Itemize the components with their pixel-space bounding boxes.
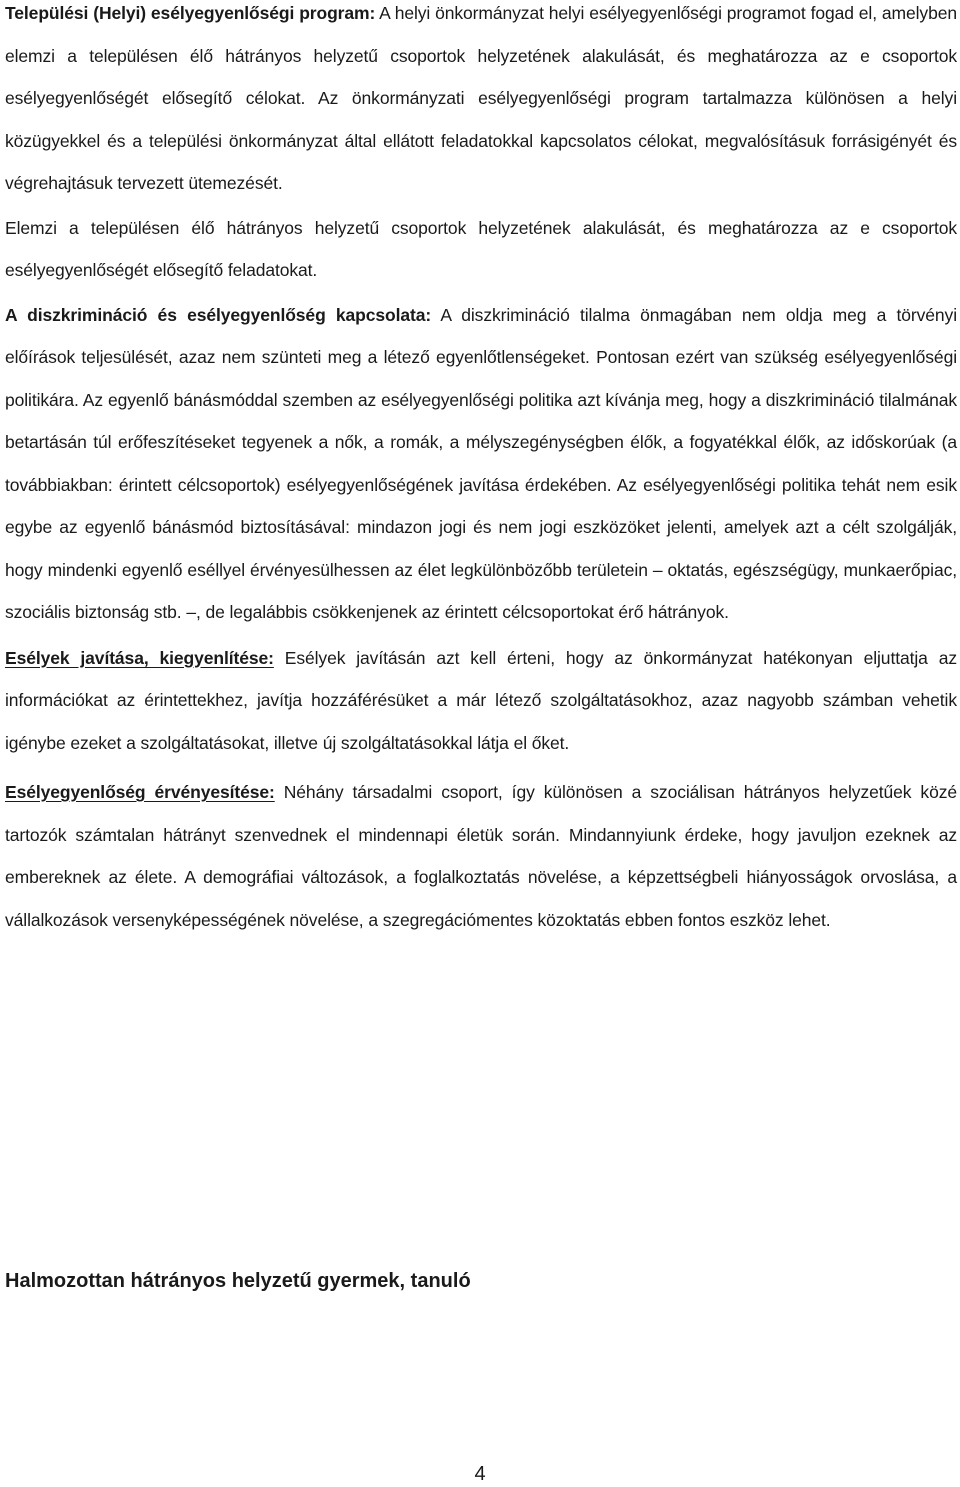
paragraph-lead: Települési (Helyi) esélyegyenlőségi program: [5, 3, 376, 23]
paragraph-text: Elemzi a településen élő hátrányos helyzetű csoportok helyzetének alakulását, és meghatározza az e csoportok esélyegyenlőségét elősegítő feladatokat. [5, 217, 957, 280]
paragraph-text: Néhány társadalmi csoport, így különösen a szociálisan hátrányos helyzetűek közé tartozók számtalan hátrányt szenvednek el mindennapi életük során. Mindannyiunk érdeke, hogy javuljon ezeknek az embereknek az élete. A demográfiai változások, a foglalkoztatás növelése, a képzettségbeli hiányosságok orvoslása, a vállalkozások versenyképességének növelése, a szegregációmentes közoktatás ebben fontos eszköz lehet. [5, 782, 957, 930]
paragraph-lead: Esélyek javítása, kiegyenlítése: [5, 647, 274, 668]
section-heading: Halmozottan hátrányos helyzetű gyermek, tanuló [5, 1270, 471, 1292]
document-body [5, 0, 957, 941]
page-number: 4 [474, 1463, 486, 1485]
paragraph-text: Esélyek javításán azt kell érteni, hogy az önkormányzat hatékonyan eljuttatja az információkat az érintettekhez, javítja hozzáférésüket a már létező szolgáltatásokhoz, azaz nagyobb számban vehetik igénybe ezeket a szolgáltatásokat, illetve új szolgáltatásokkal látja el őket. [5, 647, 957, 753]
paragraph-analysis [5, 207, 957, 292]
paragraph-text: A helyi önkormányzat helyi esélyegyenlőségi programot fogad el, amelyben elemzi a településen élő hátrányos helyzetű csoportok helyzetének alakulását, és meghatározza az e csoportok esélyegyenlőségét elősegítő célokat. Az önkormányzati esélyegyenlőségi program tartalmazza különösen a helyi közügyekkel és a települési önkormányzat által ellátott feladatokkal kapcsolatos célokat, megvalósításuk forrásigényét és végrehajtásuk tervezett ütemezését. [5, 3, 957, 193]
paragraph-lead: Esélyegyenlőség érvényesítése: [5, 782, 275, 802]
paragraph-enforcing-equal-opportunity [5, 771, 957, 941]
paragraph-local-equal-opportunity-program [5, 0, 957, 205]
paragraph-text: A diszkrimináció tilalma önmagában nem oldja meg a törvényi előírások teljesülését, azaz nem szünteti meg a létező egyenlőtlenségeket. Pontosan ezért van szükség esélyegyenlőségi politikára. Az egyenlő bánásmóddal szemben az esélyegyenlőségi politika azt kívánja meg, hogy a diszkrimináció tilalmának betartásán túl erőfeszítéseket tegyenek a nők, a romák, a mélyszegénységben élők, a fogyatékkal élők, az időskorúak (a továbbiakban: érintett célcsoportok) esélyegyenlőségének javítása érdekében. Az esélyegyenlőségi politika tehát nem esik egybe az egyenlő bánásmód biztosításával: mindazon jogi és nem jogi eszközöket jelenti, amelyek azt a célt szolgálják, hogy mindenki egyenlő eséllyel érvényesülhessen az élet legkülönbözőbb területein – oktatás, egészségügy, munkaerőpiac, szociális biztonság stb. –, de legalábbis csökkenjenek az érintett célcsoportokat érő hátrányok. [5, 304, 957, 622]
paragraph-lead: A diszkrimináció és esélyegyenlőség kapcsolata: [5, 304, 432, 325]
paragraph-improving-opportunities [5, 637, 957, 765]
paragraph-discrimination-relation [5, 294, 957, 634]
